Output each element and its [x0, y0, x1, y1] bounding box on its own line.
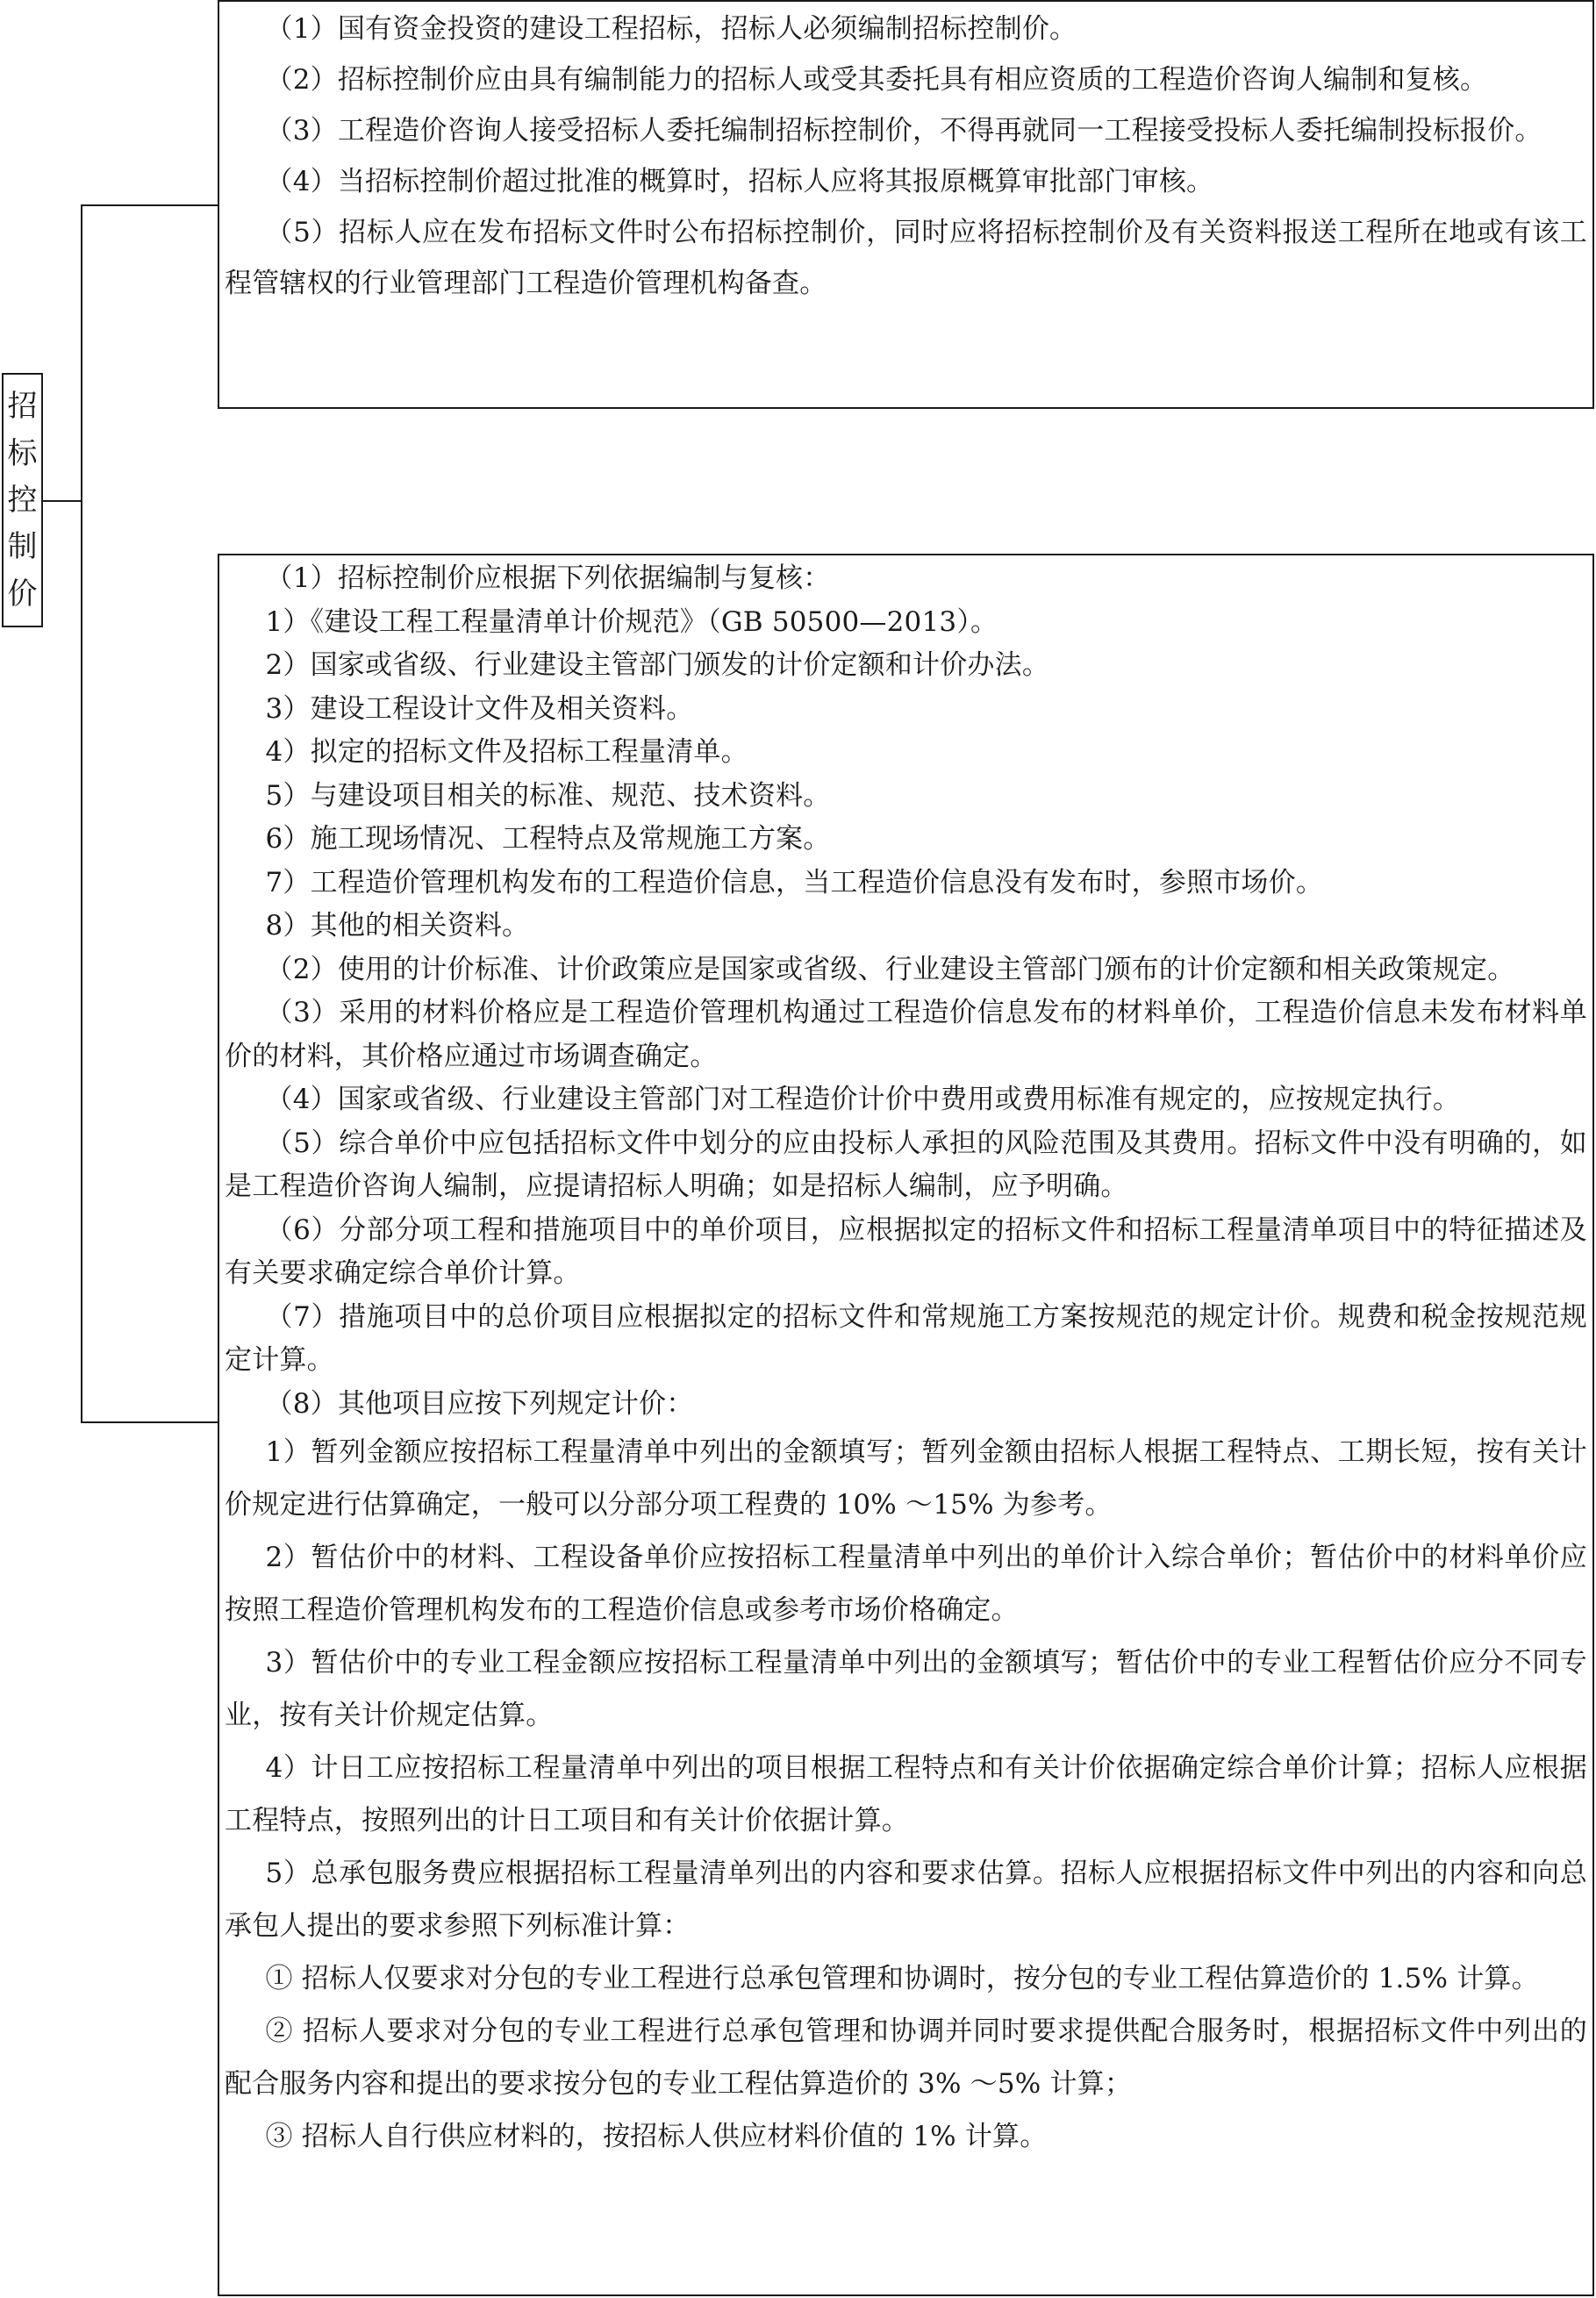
basis-subitem: 5）总承包服务费应根据招标工程量清单列出的内容和要求估算。招标人应根据招标文件中列出的内容和向总承包人提出的要求参照下列标准计算：	[225, 1858, 1587, 1942]
basis-subitem: 1）暂列金额应按招标工程量清单中列出的金额填写；暂列金额由招标人根据工程特点、工期长短，按有关计价规定进行估算确定，一般可以分部分项工程费的 10% ～15% 为参考。	[225, 1436, 1587, 1521]
basis-box	[218, 554, 1594, 2296]
basis-subitem: 4）拟定的招标文件及招标工程量清单。	[265, 736, 748, 768]
basis-item: （2）使用的计价标准、计价政策应是国家或省级、行业建设主管部门颁布的计价定额和相关政策规定。	[265, 953, 1515, 985]
basis-item: （5）综合单价中应包括招标文件中划分的应由投标人承担的风险范围及其费用。招标文件中没有明确的，如是工程造价咨询人编制，应提请招标人明确；如是招标人编制，应予明确。	[225, 1127, 1587, 1202]
basis-item: （4）国家或省级、行业建设主管部门对工程造价计价中费用或费用标准有规定的，应按规定执行。	[265, 1084, 1461, 1115]
basis-subitem: 6）施工现场情况、工程特点及常规施工方案。	[265, 823, 831, 855]
basis-item: （8）其他项目应按下列规定计价：	[265, 1387, 694, 1420]
rules-box	[218, 0, 1594, 409]
basis-item: （1）招标控制价应根据下列依据编制与复核：	[265, 562, 831, 594]
connector-branch-1	[81, 204, 218, 206]
root-node-label	[2, 373, 43, 627]
root-label-char: 标	[7, 435, 38, 471]
root-label-char: 招	[7, 389, 38, 425]
basis-subitem: 7）工程造价管理机构发布的工程造价信息，当工程造价信息没有发布时，参照市场价。	[265, 866, 1324, 898]
connector-root-stub	[43, 500, 82, 502]
basis-item: （6）分部分项工程和措施项目中的单价项目，应根据拟定的招标文件和招标工程量清单项目中的特征描述及有关要求确定综合单价计算。	[225, 1213, 1587, 1289]
basis-subitem: 8）其他的相关资料。	[265, 910, 530, 941]
connector-branch-2	[81, 1421, 218, 1423]
basis-item: （7）措施项目中的总价项目应根据拟定的招标文件和常规施工方案按规范的规定计价。规费和税金按规范规定计算。	[225, 1300, 1587, 1376]
basis-subitem: 4）计日工应按招标工程量清单中列出的项目根据工程特点和有关计价依据确定综合单价计算；招标人应根据工程特点，按照列出的计日工项目和有关计价依据计算。	[225, 1752, 1587, 1836]
root-label-char: 控	[7, 482, 38, 518]
basis-item: （3）采用的材料价格应是工程造价管理机构通过工程造价信息发布的材料单价，工程造价信息未发布材料单价的材料，其价格应通过市场调查确定。	[225, 997, 1587, 1072]
basis-subitem: 1）《建设工程工程量清单计价规范》（GB 50500—2013）。	[265, 605, 998, 638]
basis-subitem: ③ 招标人自行供应材料的，按招标人供应材料价值的 1% 计算。	[265, 2121, 1048, 2152]
basis-subitem: 3）建设工程设计文件及相关资料。	[265, 692, 694, 725]
basis-subitem: 2）国家或省级、行业建设主管部门颁发的计价定额和计价办法。	[265, 649, 1050, 681]
basis-subitem: 5）与建设项目相关的标准、规范、技术资料。	[265, 779, 831, 812]
rule-item: （1）国有资金投资的建设工程招标，招标人必须编制招标控制价。	[265, 13, 1077, 45]
rule-item: （3）工程造价咨询人接受招标人委托编制招标控制价，不得再就同一工程接受投标人委托编制投标报价。	[265, 115, 1542, 147]
basis-subitem: 2）暂估价中的材料、工程设备单价应按招标工程量清单中列出的单价计入综合单价；暂估价中的材料单价应按照工程造价管理机构发布的工程造价信息或参考市场价格确定。	[225, 1542, 1587, 1626]
basis-subitem: 3）暂估价中的专业工程金额应按招标工程量清单中列出的金额填写；暂估价中的专业工程暂估价应分不同专业，按有关计价规定估算。	[225, 1647, 1587, 1731]
root-label-char: 制	[7, 529, 38, 565]
root-label-char: 价	[7, 576, 38, 612]
connector-trunk	[81, 204, 82, 1423]
rule-item: （4）当招标控制价超过批准的概算时，招标人应将其报原概算审批部门审核。	[265, 166, 1214, 197]
rule-item: （2）招标控制价应由具有编制能力的招标人或受其委托具有相应资质的工程造价咨询人编制和复核。	[265, 64, 1488, 96]
rule-item: （5）招标人应在发布招标文件时公布招标控制价，同时应将招标控制价及有关资料报送工程所在地或有该工程管辖权的行业管理部门工程造价管理机构备查。	[225, 217, 1587, 299]
basis-subitem: ① 招标人仅要求对分包的专业工程进行总承包管理和协调时，按分包的专业工程估算造价的 1.5% 计算。	[265, 1963, 1539, 1994]
basis-subitem: ② 招标人要求对分包的专业工程进行总承包管理和协调并同时要求提供配合服务时，根据招标文件中列出的配合服务内容和提出的要求按分包的专业工程估算造价的 3% ～5% 计算；	[225, 2015, 1587, 2100]
